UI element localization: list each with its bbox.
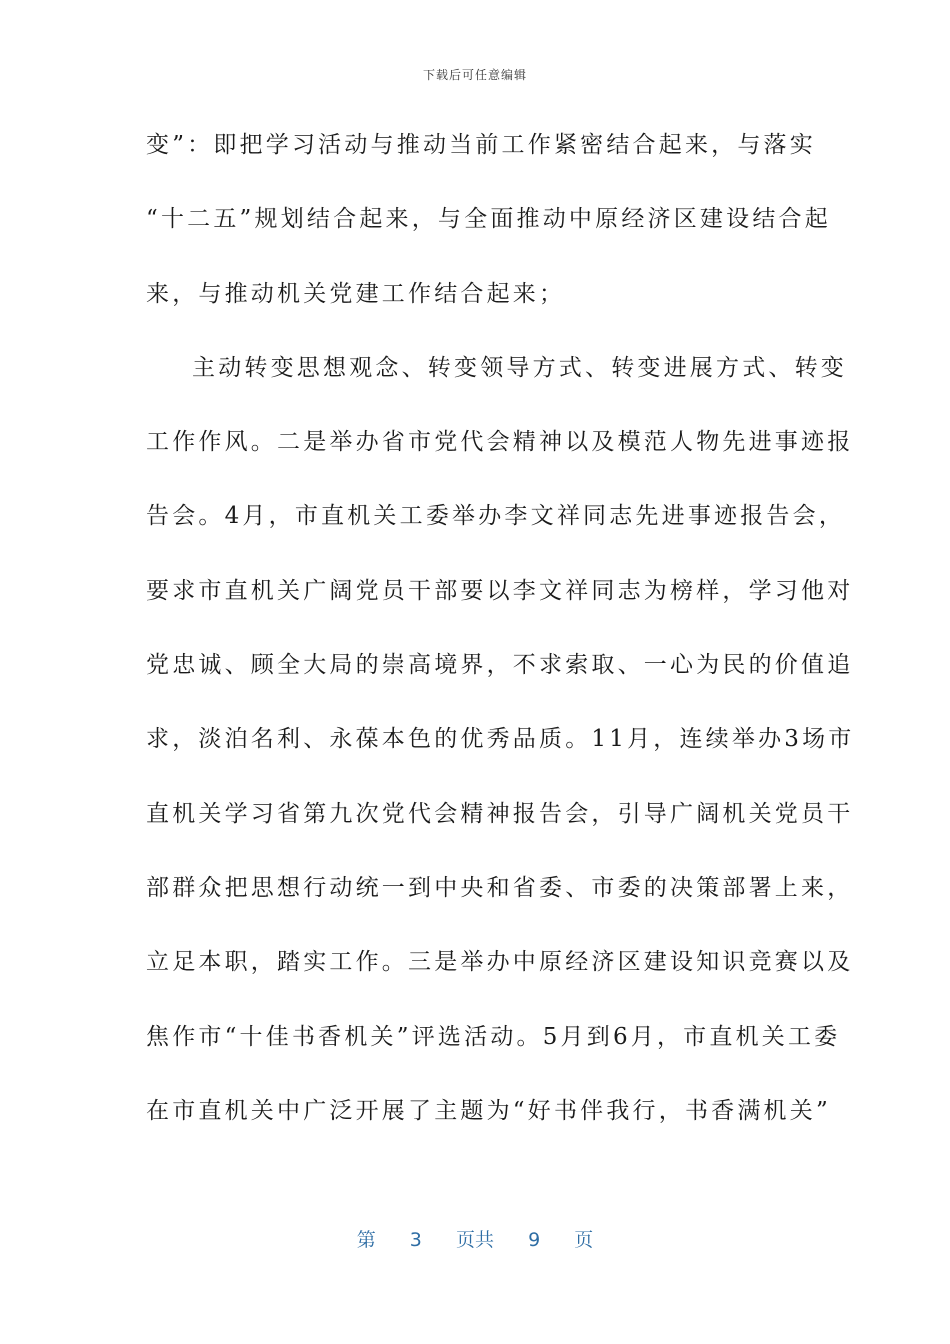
footer-suffix: 页: [574, 1229, 594, 1251]
text-line: 变”：即把学习活动与推动当前工作紧密结合起来，与落实: [146, 132, 816, 158]
current-page-number: 3: [409, 1229, 422, 1251]
text-line: “十二五”规划结合起来，与全面推动中原经济区建设结合起: [146, 206, 831, 233]
page-number-footer: [0, 1225, 950, 1252]
total-pages-number: 9: [528, 1229, 541, 1251]
footer-middle: 页共: [455, 1229, 494, 1251]
text-line: 工作作风。二是举办省市党代会精神以及模范人物先进事迹报: [146, 429, 854, 456]
text-line: 求，淡泊名利、永葆本色的优秀品质。11月，连续举办3场市: [146, 726, 855, 753]
text-line: 要求市直机关广阔党员干部要以李文祥同志为榜样，学习他对: [146, 577, 854, 604]
text-line: 党忠诚、顾全大局的崇高境界，不求索取、一心为民的价值追: [146, 652, 854, 679]
text-line: 部群众把思想行动统一到中央和省委、市委的决策部署上来，: [146, 874, 854, 901]
document-body: [146, 123, 855, 1163]
text-line: 在市直机关中广泛开展了主题为“好书伴我行，书香满机关”: [146, 1097, 831, 1124]
text-line: 焦作市“十佳书香机关”评选活动。5月到6月，市直机关工委: [146, 1023, 841, 1050]
text-line: 告会。4月，市直机关工委举办李文祥同志先进事迹报告会，: [146, 503, 846, 530]
text-line: 来，与推动机关党建工作结合起来；: [146, 280, 566, 307]
footer-prefix: 第: [356, 1229, 376, 1251]
page-header-note: 下载后可任意编辑: [422, 68, 527, 82]
text-line: 立足本职，踏实工作。三是举办中原经济区建设知识竞赛以及: [146, 949, 854, 976]
text-line: 主动转变思想观念、转变领导方式、转变进展方式、转变: [192, 354, 847, 381]
text-line: 直机关学习省第九次党代会精神报告会，引导广阔机关党员干: [146, 800, 854, 827]
